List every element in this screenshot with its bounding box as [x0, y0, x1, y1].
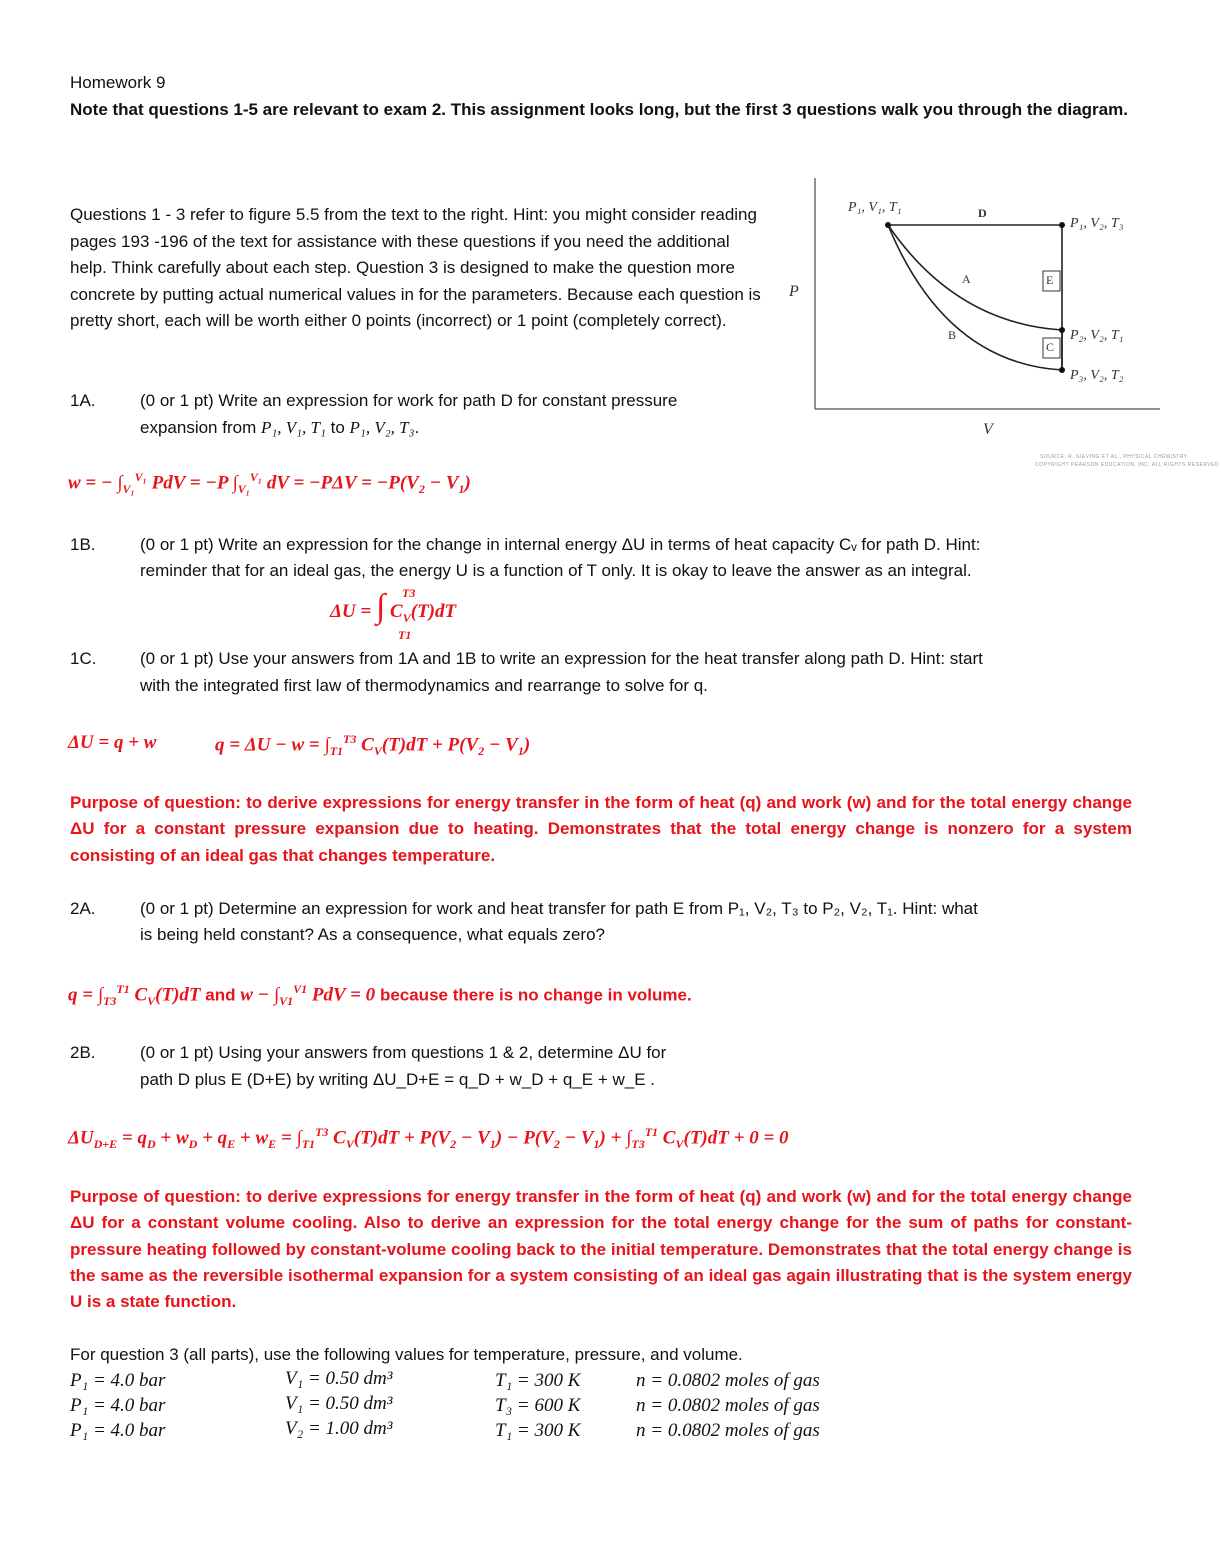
- q1c-answer-q: $q = \Delta U - w = \int_{T1}^{T3}$ $C_V(T)dT + P(V_2 - V_1)$: [215, 732, 531, 759]
- q2b-text-line1: (0 or 1 pt) Using your answers from questions 1 & 2, determine ΔU for: [140, 1043, 667, 1062]
- q3-row1-volume: V₁ = 0.50 dm³: [285, 1368, 393, 1389]
- q3-intro: For question 3 (all parts), use the following values for temperature, pressure, and volume.: [70, 1345, 743, 1364]
- q1c-answer-first-law: ΔU = q + w: [68, 732, 157, 753]
- q1c-number: 1C.: [70, 649, 97, 668]
- q3-row2-moles: n = 0.0802 moles of gas: [636, 1395, 820, 1416]
- q2b-text-line2: path D plus E (D+E) by writing ΔU_D+E = q_D + w_D + q_E + w_E .: [140, 1070, 655, 1089]
- q2b-answer: $\Delta U_{D+E} = q_D + w_D + q_E + w_E = \int_{T1}^{T3}$ $C_V(T)dT + P(V_2 - V_1) - P(V_2 - V_1) + \int_{T3}^{T1}$ $C_V(T)dT + 0 = 0$: [68, 1125, 789, 1152]
- purpose-2: Purpose of question: to derive expressions for energy transfer in the form of heat (q) and work (w) and for the total energy change ΔU for a constant volume cooling. Also to derive an expression for the total energy change for the sum of paths for constant-pressure heating followed by constant-volume cooling back to the initial temperature. Demonstrates that the total energy change is the same as the reversible isothermal expansion for a system consisting of an ideal gas again illustrating that is the system energy U is a state function.: [70, 1187, 1132, 1312]
- figure-credit-1: SOURCE: R. SIEVING ET AL., PHYSICAL CHEMISTRY: [1040, 454, 1188, 460]
- axis-v-label: V: [983, 421, 993, 438]
- path-d-label: D: [978, 206, 987, 220]
- q1c-text-line2: with the integrated first law of thermodynamics and rearrange to solve for q.: [140, 676, 708, 695]
- q2a-answer: $q = \int_{T3}^{T1}$ $C_V(T)dT$ and $w - \int_{V1}^{V1}$ PdV = 0 because there is no change in volume.: [68, 982, 692, 1009]
- point-p1v2t3-label: P₁, V₂, T₃: [1070, 216, 1124, 231]
- assignment-note: Note that questions 1-5 are relevant to exam 2. This assignment looks long, but the first 3 questions walk you through the diagram.: [70, 100, 1128, 119]
- q1a-text-line2: expansion from P₁, V₁, T₁ to P₁, V₂, T₃.: [140, 418, 420, 437]
- q2a-number: 2A.: [70, 899, 96, 918]
- q1b-text-line1: (0 or 1 pt) Write an expression for the change in internal energy ΔU in terms of heat capacity Cᵥ for path D. Hint:: [140, 535, 981, 554]
- q3-row3-volume: V₂ = 1.00 dm³: [285, 1418, 393, 1439]
- q3-row2-pressure: P₁ = 4.0 bar: [70, 1395, 166, 1416]
- q3-row3-moles: n = 0.0802 moles of gas: [636, 1420, 820, 1441]
- q1b-answer: ΔU = ∫ T3 T1 $C_V(T)dT$: [330, 586, 457, 642]
- intro-paragraph: Questions 1 - 3 refer to figure 5.5 from the text to the right. Hint: you might consider reading pages 193 -196 of the text for assistance with these questions if you need the additional help. Think carefully about each step. Question 3 is designed to make the question more concrete by putting actual numerical values in for the parameters. Because each question is pretty short, each will be worth either 0 points (incorrect) or 1 point (completely correct).: [70, 205, 761, 330]
- q2b-number: 2B.: [70, 1043, 96, 1062]
- q1a-text-line1: (0 or 1 pt) Write an expression for work for path D for constant pressure: [140, 391, 678, 410]
- page-title: Homework 9: [70, 73, 166, 92]
- q3-row3-temperature: T₁ = 300 K: [495, 1420, 581, 1441]
- point-p3v2t2-label: P₃, V₂, T₂: [1070, 368, 1124, 383]
- point-p1v1t1-label: P₁, V₁, T₁: [848, 200, 902, 215]
- path-c-label: C: [1046, 340, 1055, 354]
- q3-row2-volume: V₁ = 0.50 dm³: [285, 1393, 393, 1414]
- point-p2v2t1-label: P₂, V₂, T₁: [1070, 328, 1124, 343]
- path-a-label: A: [962, 272, 971, 286]
- q1a-answer: w = − $\int_{V_1}^{V_1}$ PdV = −P $\int_{V_1}^{V_1}$ dV = $-P\Delta V = -P(V_2 - V_1)$: [68, 470, 471, 497]
- q1b-number: 1B.: [70, 535, 96, 554]
- q3-row3-pressure: P₁ = 4.0 bar: [70, 1420, 166, 1441]
- axis-p-label: P: [789, 283, 799, 300]
- purpose-1: Purpose of question: to derive expressions for energy transfer in the form of heat (q) and work (w) and for the total energy change ΔU for a constant pressure expansion due to heating. Demonstrates that the total energy change is nonzero for a system consisting of an ideal gas that changes temperature.: [70, 793, 1132, 865]
- q1a-number: 1A.: [70, 391, 96, 410]
- path-e-label: E: [1046, 273, 1054, 287]
- path-b-label: B: [948, 328, 957, 342]
- q3-row1-temperature: T₁ = 300 K: [495, 1370, 581, 1391]
- figure-credit-2: COPYRIGHT PEARSON EDUCATION, INC. ALL RIGHTS RESERVED: [1035, 462, 1219, 468]
- q3-row1-pressure: P₁ = 4.0 bar: [70, 1370, 166, 1391]
- q1c-text-line1: (0 or 1 pt) Use your answers from 1A and 1B to write an expression for the heat transfer along path D. Hint: start: [140, 649, 983, 668]
- q3-row2-temperature: T₃ = 600 K: [495, 1395, 581, 1416]
- q2a-text-line2: is being held constant? As a consequence, what equals zero?: [140, 925, 605, 944]
- q3-row1-moles: n = 0.0802 moles of gas: [636, 1370, 820, 1391]
- q2a-text-line1: (0 or 1 pt) Determine an expression for work and heat transfer for path E from P₁, V₂, T₃ to P₂, V₂, T₁. Hint: what: [140, 899, 978, 918]
- q1b-text-line2: reminder that for an ideal gas, the energy U is a function of T only. It is okay to leave the answer as an integral.: [140, 561, 972, 580]
